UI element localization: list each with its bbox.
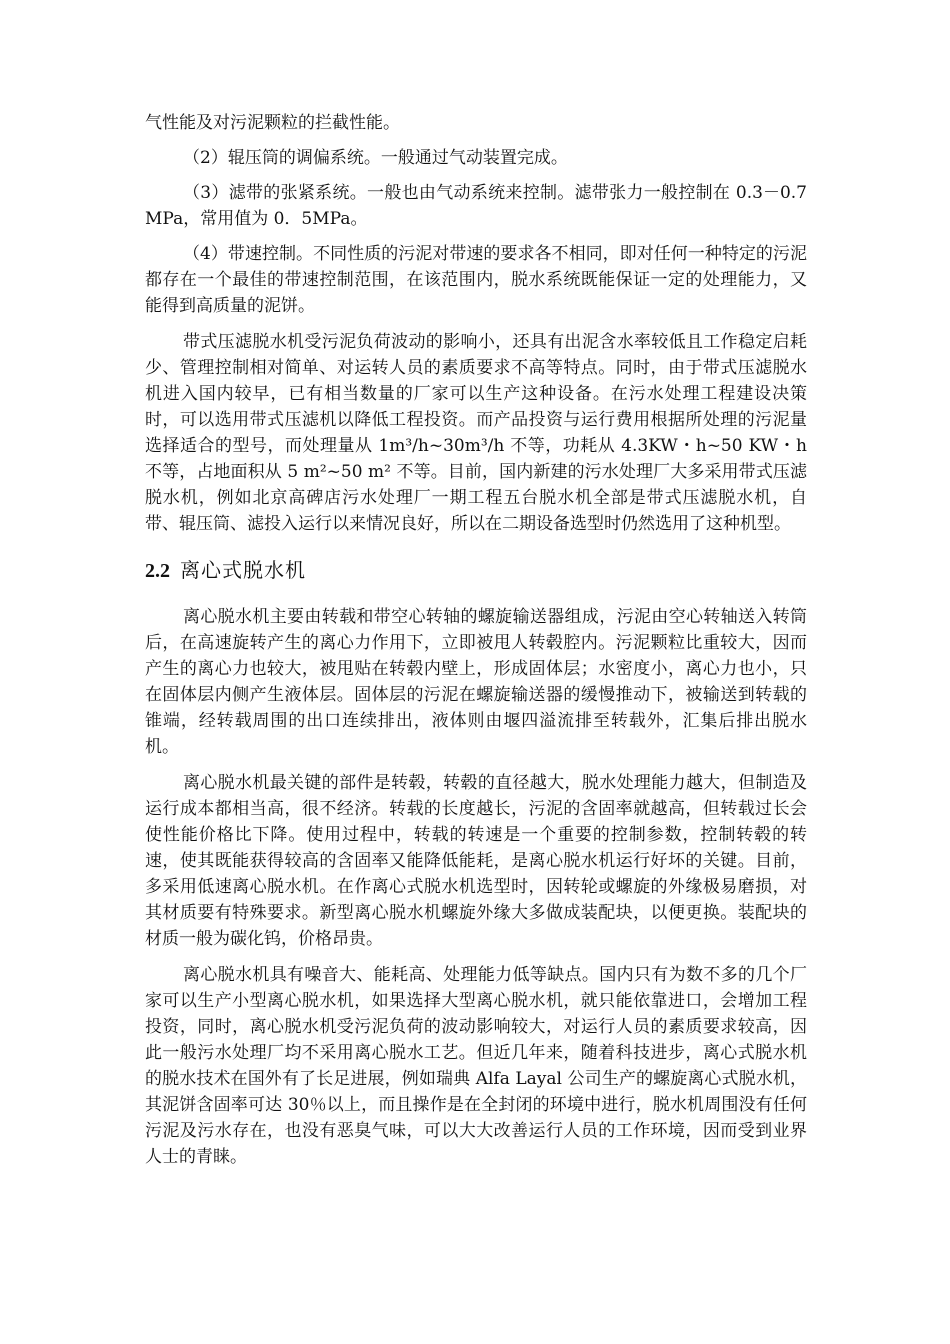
paragraph-centrifuge-drawbacks: 离心脱水机具有噪音大、能耗高、处理能力低等缺点。国内只有为数不多的几个厂家可以生产小型离心脱水机，如果选择大型离心脱水机，就只能依靠进口，会增加工程投资，同时，离心脱水机受污泥负荷的波动影响较大，对运行人员的素质要求较高，因此一般污水处理厂均不采用离心脱水工艺。但近几年来，随着科技进步，离心式脱水机的脱水技术在国外有了长足进展，例如瑞典 Alfa Layal 公司生产的螺旋离心式脱水机，其泥饼含固率可达 30％以上，而且操作是在全封闭的环境中进行，脱水机周围没有任何污泥及污水存在，也没有恶臭气味，可以大大改善运行人员的工作环境，因而受到业界人士的青睐。 <box>145 965 807 1167</box>
paragraph-centrifuge-drum: 离心脱水机最关键的部件是转毂，转毂的直径越大，脱水处理能力越大，但制造及运行成本都相当高，很不经济。转载的长度越长，污泥的含固率就越高，但转载过长会使性能价格比下降。使用过程中，转载的转速是一个重要的控制参数，控制转毂的转速，使其既能获得较高的含固率又能降低能耗，是离心脱水机运行好坏的关键。目前，多采用低速离心脱水机。在作离心式脱水机选型时，因转轮或螺旋的外缘极易磨损，对其材质要有特殊要求。新型离心脱水机螺旋外缘大多做成装配块，以便更换。装配块的材质一般为碳化钨，价格昂贵。 <box>145 773 807 949</box>
paragraph-belt-press: 带式压滤脱水机受污泥负荷波动的影响小，还具有出泥含水率较低且工作稳定启耗少、管理控制相对简单、对运转人员的素质要求不高等特点。同时，由于带式压滤脱水机进入国内较早，已有相当数量的厂家可以生产这种设备。在污水处理工程建设决策时，可以选用带式压滤机以降低工程投资。而产品投资与运行费用根据所处理的污泥量选择适合的型号，而处理量从 1m³/h~30m³/h 不等，功耗从 4.3KW・h~50 KW・h 不等，占地面积从 5 m²~50 m² 不等。目前，国内新建的污水处理厂大多采用带式压滤脱水机，例如北京高碑店污水处理厂一期工程五台脱水机全部是带式压滤脱水机，自带、辊压筒、滤投入运行以来情况良好，所以在二期设备选型时仍然选用了这种机型。 <box>145 332 807 534</box>
paragraph-item-4: （4）带速控制。不同性质的污泥对带速的要求各不相同，即对任何一种特定的污泥都存在一个最佳的带速控制范围，在该范围内，脱水系统既能保证一定的处理能力，又能得到高质量的泥饼。 <box>145 244 807 316</box>
paragraph-item-2: （2）辊压筒的调偏系统。一般通过气动装置完成。 <box>183 148 568 168</box>
section-heading <box>145 555 807 586</box>
section-title: 离心式脱水机 <box>180 558 306 582</box>
section-number: 2.2 <box>145 560 170 582</box>
paragraph-continuation: 气性能及对污泥颗粒的拦截性能。 <box>145 113 400 133</box>
paragraph-centrifuge-structure: 离心脱水机主要由转载和带空心转轴的螺旋输送器组成，污泥由空心转轴送入转筒后，在高速旋转产生的离心力作用下，立即被甩人转毂腔内。污泥颗粒比重较大，因而产生的离心力也较大，被甩贴在转毂内壁上，形成固体层；水密度小，离心力也小，只在固体层内侧产生液体层。固体层的污泥在螺旋输送器的缓慢推动下，被输送到转载的锥端，经转载周围的出口连续排出，液体则由堰四溢流排至转载外，汇集后排出脱水机。 <box>145 607 807 757</box>
document-page <box>145 110 807 1170</box>
paragraph-item-3: （3）滤带的张紧系统。一般也由气动系统来控制。滤带张力一般控制在 0.3－0.7MPa，常用值为 0．5MPa。 <box>145 183 807 229</box>
